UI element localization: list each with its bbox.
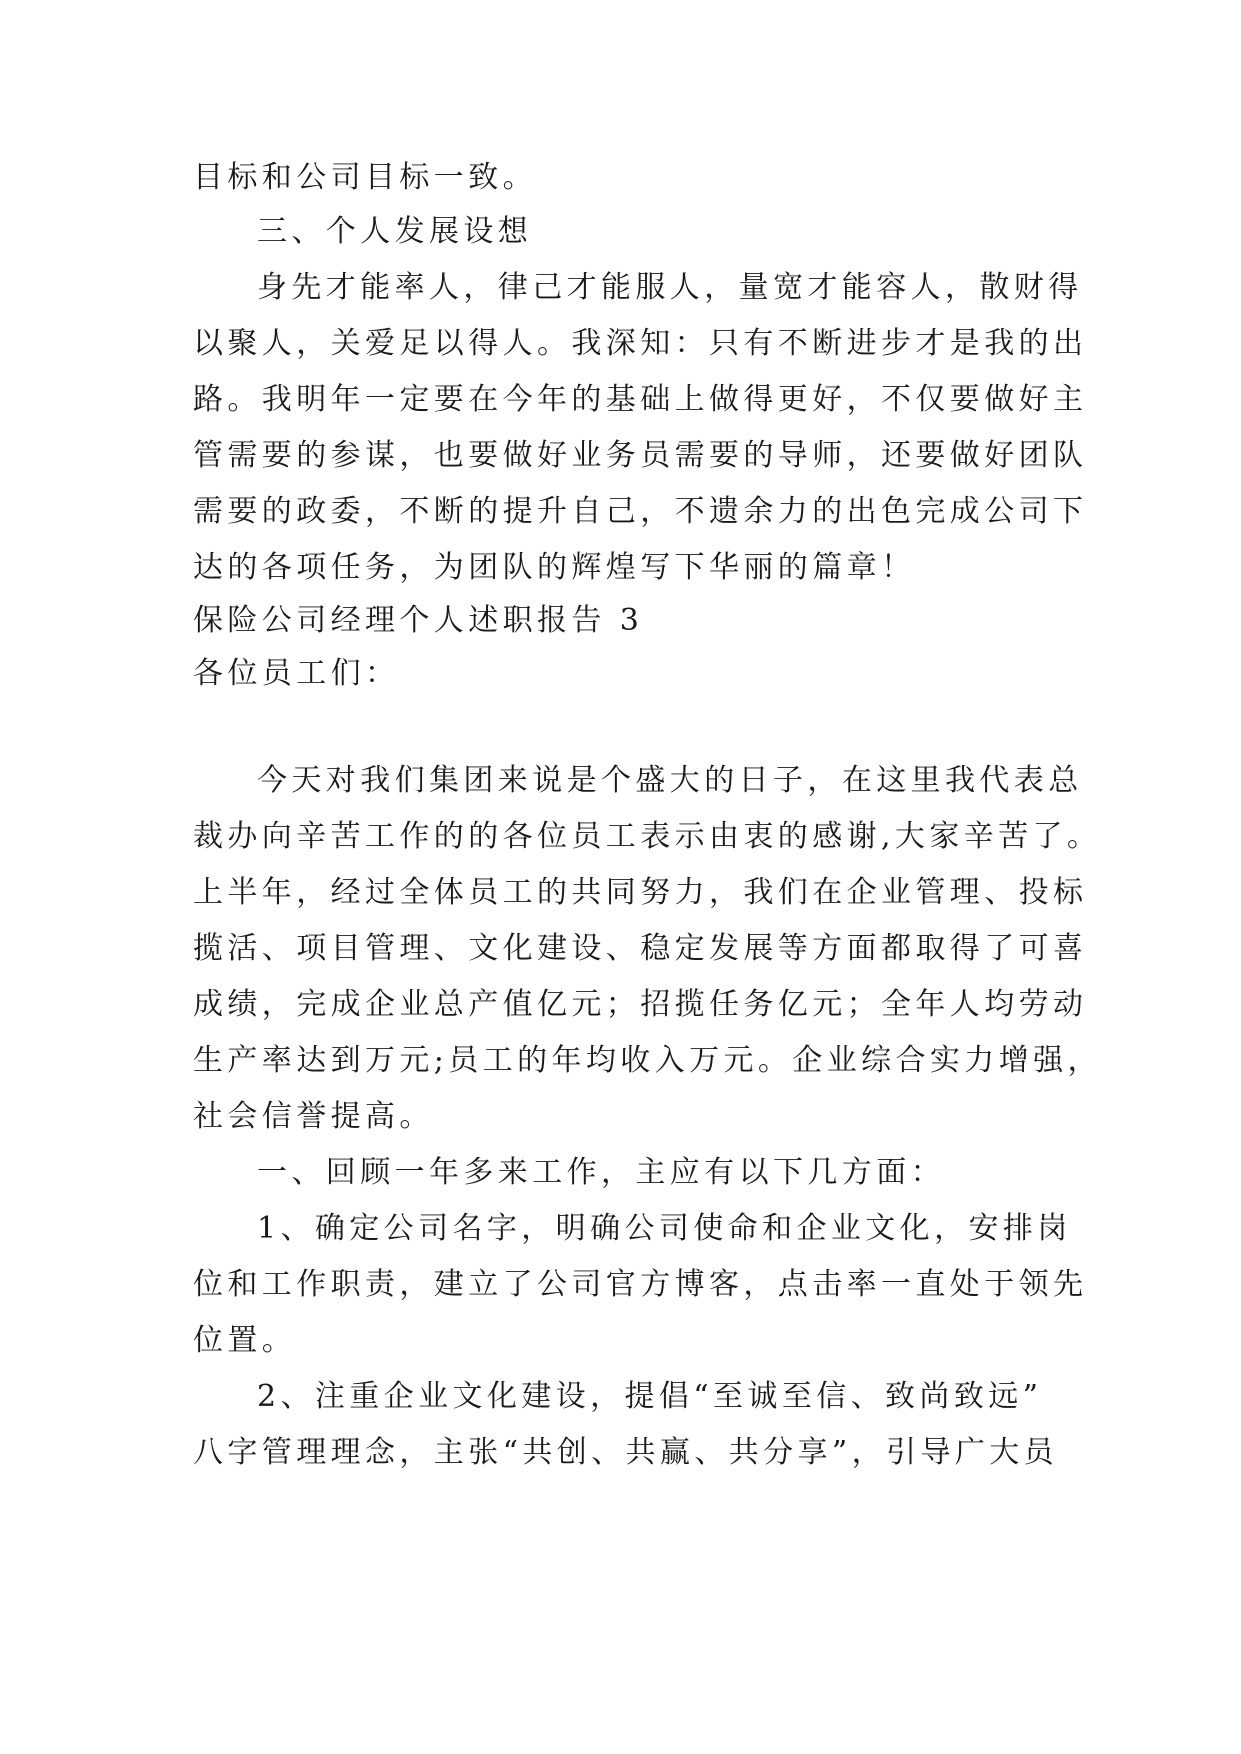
text-line: 位置。: [193, 1323, 297, 1358]
section-heading: 三、个人发展设想: [257, 214, 533, 249]
text-line: 上半年，经过全体员工的共同努力，我们在企业管理、投标: [193, 875, 1088, 910]
text-line: 达的各项任务，为团队的辉煌写下华丽的篇章！: [193, 550, 916, 585]
text-line: 需要的政委，不断的提升自己，不遗余力的出色完成公司下: [193, 494, 1088, 529]
salutation: 各位员工们：: [193, 656, 400, 691]
text-line: 揽活、项目管理、文化建设、稳定发展等方面都取得了可喜: [193, 931, 1088, 966]
text-line: 以聚人，关爱足以得人。我深知：只有不断进步才是我的出: [193, 326, 1088, 361]
text-line: 今天对我们集团来说是个盛大的日子，在这里我代表总: [257, 763, 1083, 798]
section-heading: 一、回顾一年多来工作，主应有以下几方面：: [257, 1155, 945, 1190]
text-line: 八字管理理念，主张“共创、共赢、共分享”，引导广大员: [193, 1435, 1059, 1470]
text-line: 路。我明年一定要在今年的基础上做得更好，不仅要做好主: [193, 382, 1088, 417]
text-line: 成绩，完成企业总产值亿元；招揽任务亿元；全年人均劳动: [193, 987, 1088, 1022]
text-line: 生产率达到万元;员工的年均收入万元。企业综合实力增强，: [193, 1043, 1102, 1078]
text-line: 2、注重企业文化建设，提倡“至诚至信、致尚致远”: [257, 1379, 1043, 1414]
text-line: 目标和公司目标一致。: [193, 160, 537, 195]
text-line: 裁办向辛苦工作的的各位员工表示由衷的感谢,大家辛苦了。: [193, 819, 1102, 854]
report-title: 保险公司经理个人述职报告 3: [193, 603, 644, 638]
text-line: 身先才能率人，律己才能服人，量宽才能容人，散财得: [257, 270, 1083, 305]
text-line: 1、确定公司名字，明确公司使命和企业文化，安排岗: [257, 1211, 1072, 1246]
text-line: 位和工作职责，建立了公司官方博客，点击率一直处于领先: [193, 1267, 1088, 1302]
text-line: 管需要的参谋，也要做好业务员需要的导师，还要做好团队: [193, 438, 1088, 473]
text-line: 社会信誉提高。: [193, 1099, 434, 1134]
